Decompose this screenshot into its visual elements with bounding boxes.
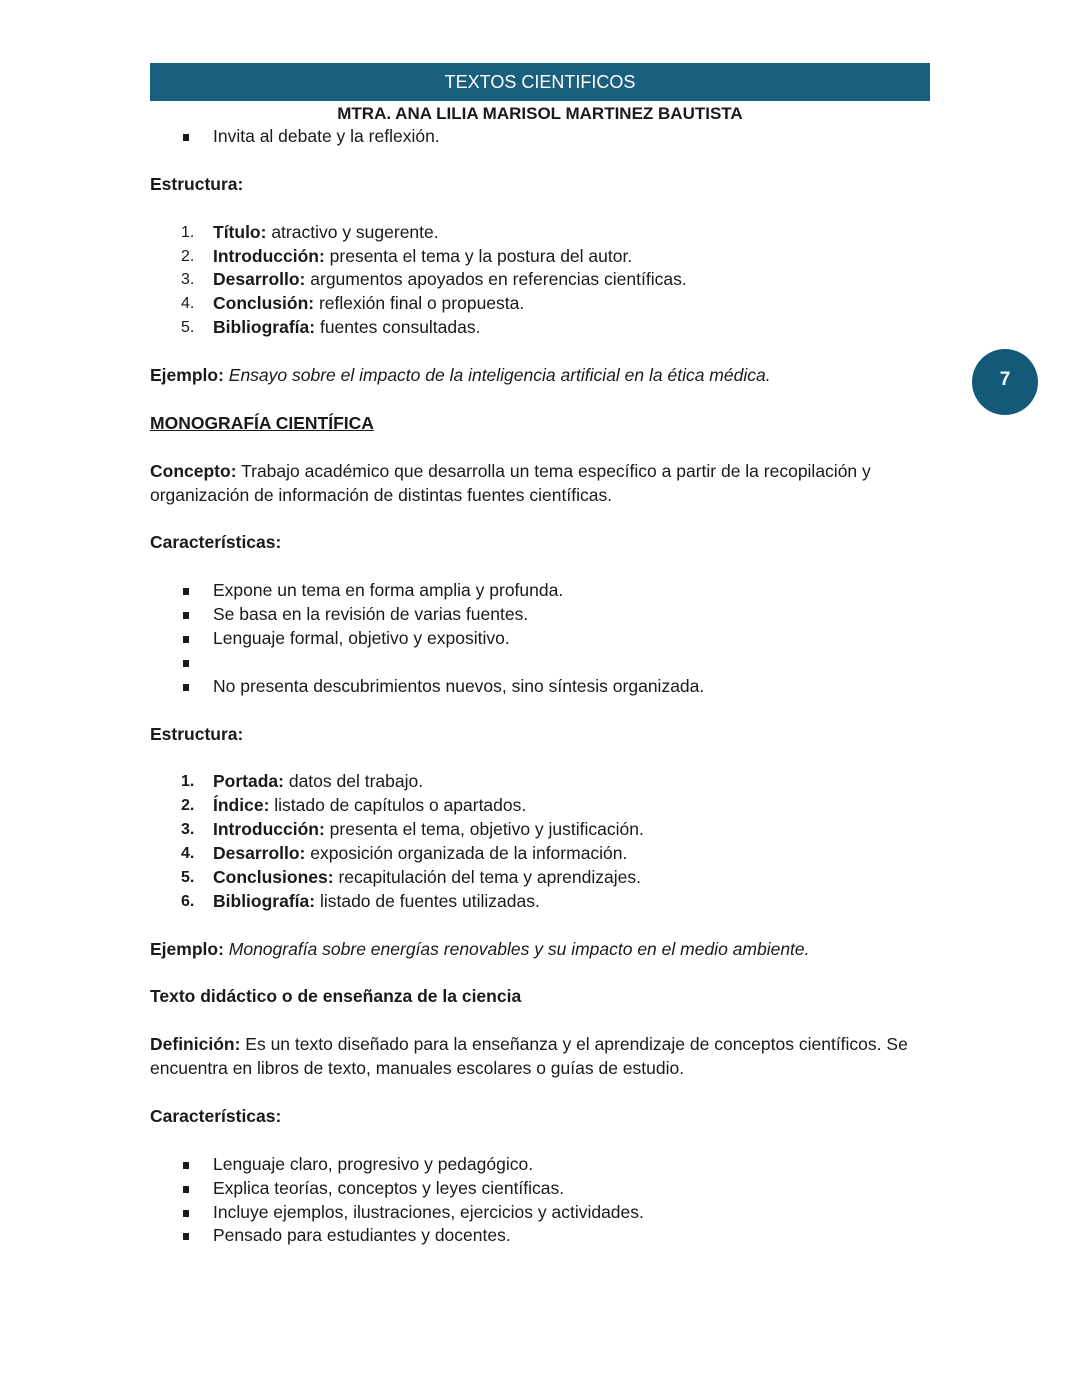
list-item: No presenta descubrimientos nuevos, sino síntesis organizada. xyxy=(150,675,940,699)
list-item: Lenguaje claro, progresivo y pedagógico. xyxy=(150,1153,940,1177)
list-item: Expone un tema en forma amplia y profunda. xyxy=(150,579,940,603)
header-title: TEXTOS CIENTIFICOS xyxy=(444,72,636,92)
item-number: 5. xyxy=(181,319,195,337)
item-number: 2. xyxy=(181,797,195,815)
list-item xyxy=(150,292,940,316)
item-term: Desarrollo: xyxy=(213,269,306,290)
bullet-list xyxy=(150,579,940,699)
item-term: Portada: xyxy=(213,771,284,792)
item-text: presenta el tema y la postura del autor. xyxy=(324,245,633,266)
item-text: listado de capítulos o apartados. xyxy=(269,795,527,816)
list-item xyxy=(150,842,940,866)
document-body xyxy=(150,125,940,1272)
item-text: exposición organizada de la información. xyxy=(305,843,628,864)
item-term: Conclusión: xyxy=(213,293,315,314)
definition-paragraph: Definición: Es un texto diseñado para la enseñanza y el aprendizaje de conceptos científicos. Se encuentra en libros de texto, manuales escolares o guías de estudio. xyxy=(150,1034,908,1079)
list-item xyxy=(150,818,940,842)
list-item xyxy=(150,245,940,269)
list-item: Invita al debate y la reflexión. xyxy=(150,125,940,149)
list-item xyxy=(150,316,940,340)
section-label: Estructura: xyxy=(150,723,244,744)
item-term: Conclusiones: xyxy=(213,866,334,887)
list-item xyxy=(150,651,940,675)
example-paragraph: Ejemplo: Ensayo sobre el impacto de la inteligencia artificial en la ética médica. xyxy=(150,365,771,386)
item-text: listado de fuentes utilizadas. xyxy=(315,890,540,911)
list-item: Lenguaje formal, objetivo y expositivo. xyxy=(150,627,940,651)
item-term: Desarrollo: xyxy=(213,843,306,864)
list-item: Pensado para estudiantes y docentes. xyxy=(150,1224,940,1248)
item-term: Índice: xyxy=(213,795,270,816)
item-number: 5. xyxy=(181,868,195,886)
bullet-list xyxy=(150,1153,940,1249)
item-number: 1. xyxy=(181,773,195,791)
concept-paragraph: Concepto: Trabajo académico que desarrolla un tema específico a partir de la recopilación y organización de información de distintas fuentes científicas. xyxy=(150,460,871,505)
item-number: 4. xyxy=(181,845,195,863)
item-text: recapitulación del tema y aprendizajes. xyxy=(333,866,641,887)
list-item xyxy=(150,770,940,794)
item-term: Título: xyxy=(213,221,267,242)
list-item xyxy=(150,794,940,818)
header-bar xyxy=(150,63,930,101)
estructura-list xyxy=(150,221,940,341)
item-text: presenta el tema, objetivo y justificación. xyxy=(324,819,644,840)
item-text: atractivo y sugerente. xyxy=(266,221,439,242)
example-paragraph: Ejemplo: Monografía sobre energías renovables y su impacto en el medio ambiente. xyxy=(150,938,810,959)
item-term: Introducción: xyxy=(213,819,325,840)
list-item xyxy=(150,268,940,292)
estructura-list xyxy=(150,770,940,913)
item-number: 2. xyxy=(181,247,195,265)
list-item: Se basa en la revisión de varias fuentes. xyxy=(150,603,940,627)
item-text: reflexión final o propuesta. xyxy=(314,293,525,314)
item-term: Introducción: xyxy=(213,245,325,266)
item-text: argumentos apoyados en referencias científicas. xyxy=(305,269,687,290)
item-number: 3. xyxy=(181,271,195,289)
list-item: Incluye ejemplos, ilustraciones, ejercicios y actividades. xyxy=(150,1201,940,1225)
section-label: Características: xyxy=(150,532,282,553)
list-item xyxy=(150,221,940,245)
item-term: Bibliografía: xyxy=(213,890,316,911)
page-number-badge: 7 xyxy=(972,349,1038,415)
item-text: fuentes consultadas. xyxy=(315,317,481,338)
item-number: 1. xyxy=(181,223,195,241)
section-label: Características: xyxy=(150,1105,282,1126)
item-number: 4. xyxy=(181,295,195,313)
item-number: 6. xyxy=(181,892,195,910)
list-item xyxy=(150,866,940,890)
item-number: 3. xyxy=(181,821,195,839)
bullet-list xyxy=(150,125,940,149)
list-item xyxy=(150,890,940,914)
list-item: Explica teorías, conceptos y leyes científicas. xyxy=(150,1177,940,1201)
item-text: datos del trabajo. xyxy=(283,771,424,792)
author-name: MTRA. ANA LILIA MARISOL MARTINEZ BAUTISTA xyxy=(337,104,743,123)
section-heading: Texto didáctico o de enseñanza de la ciencia xyxy=(150,986,522,1007)
section-heading: MONOGRAFÍA CIENTÍFICA xyxy=(150,412,374,433)
item-term: Bibliografía: xyxy=(213,317,316,338)
section-label: Estructura: xyxy=(150,173,244,194)
